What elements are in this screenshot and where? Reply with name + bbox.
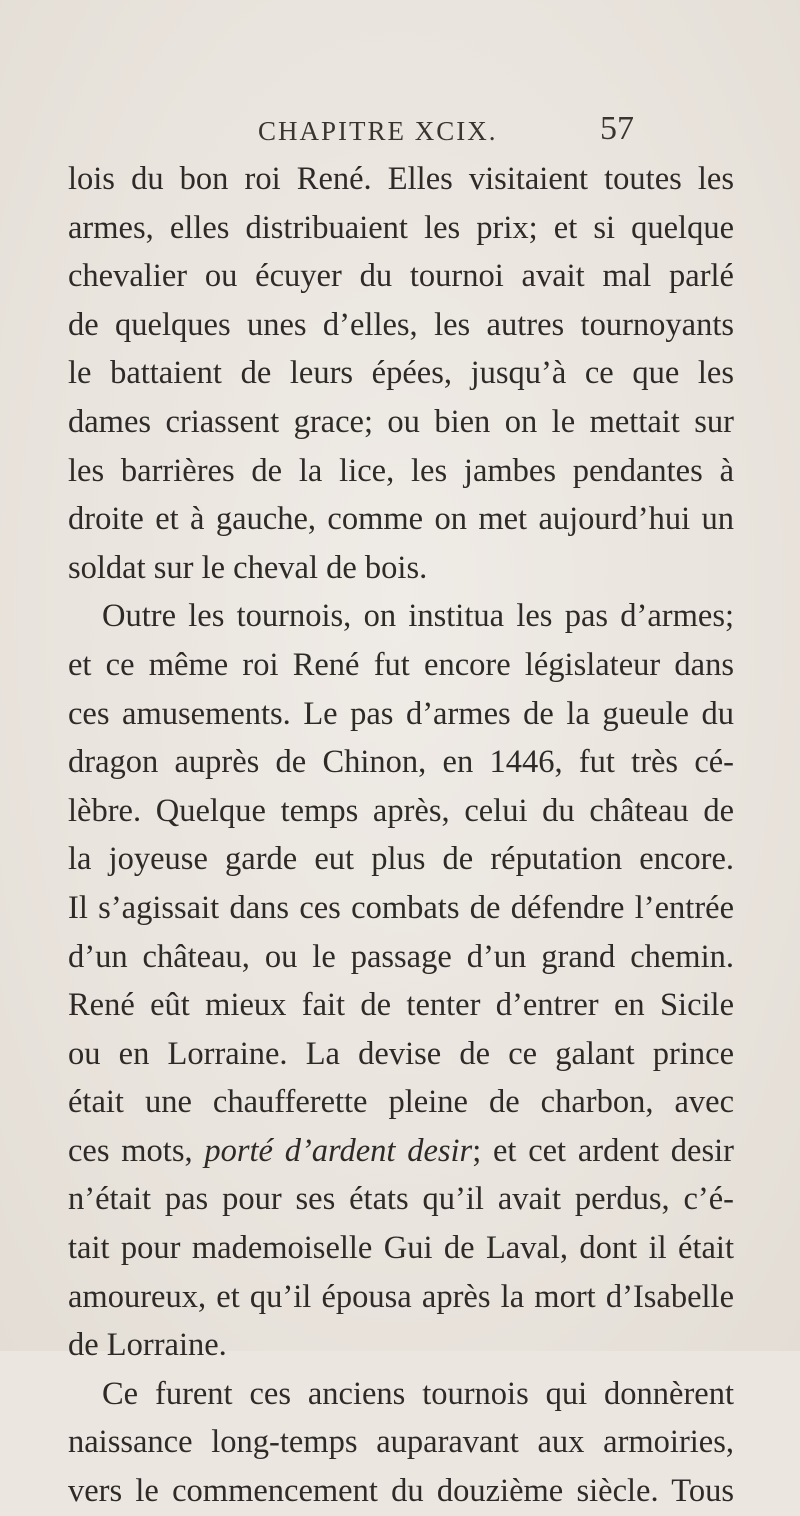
text-line: Outre les tournois, on institua les pas d’armes; (102, 598, 734, 635)
text-line: tait pour mademoiselle Gui de Laval, dont il était (68, 1230, 734, 1267)
text-line: dames criassent grace; ou bien on le mettait sur (68, 403, 734, 440)
text-line: le battaient de leurs épées, jusqu’à ce que les (68, 355, 734, 392)
body-text (68, 155, 734, 1516)
text-line: de quelques unes d’elles, les autres tournoyants (68, 306, 734, 343)
text-line: d’un château, ou le passage d’un grand chemin. (68, 938, 734, 975)
page-number: 57 (600, 110, 634, 147)
page-header (0, 110, 800, 156)
text-line: lèbre. Quelque temps après, celui du château de (68, 792, 734, 829)
text-line: Ce furent ces anciens tournois qui donnèrent (102, 1375, 734, 1412)
text-line: lois du bon roi René. Elles visitaient toutes les (68, 161, 734, 197)
text-line-mixed (68, 1127, 734, 1176)
text-line: de Lorraine. (68, 1327, 227, 1364)
text-run: ; et cet ardent desir (472, 1132, 734, 1169)
text-line: vers le commencement du douzième siècle. Tous (68, 1473, 734, 1510)
text-line: soldat sur le cheval de bois. (68, 549, 428, 586)
text-line: armes, elles distribuaient les prix; et si quelque (68, 209, 734, 246)
text-line: ces amusements. Le pas d’armes de la gueule du (68, 695, 734, 732)
text-line: dragon auprès de Chinon, en 1446, fut très cé- (68, 744, 734, 781)
text-line: Il s’agissait dans ces combats de défendre l’entrée (68, 889, 734, 926)
text-run: ces mots, (68, 1132, 205, 1169)
text-line: et ce même roi René fut encore législateur dans (68, 646, 734, 683)
text-line: amoureux, et qu’il épousa après la mort d’Isabelle (68, 1278, 734, 1315)
text-line: naissance long-temps auparavant aux armoiries, (68, 1424, 734, 1461)
text-line: était une chaufferette pleine de charbon, avec (68, 1084, 734, 1121)
text-line: René eût mieux fait de tenter d’entrer en Sicile (68, 987, 734, 1024)
text-line: la joyeuse garde eut plus de réputation encore. (68, 841, 734, 878)
text-line: ou en Lorraine. La devise de ce galant prince (68, 1035, 734, 1072)
text-line: les barrières de la lice, les jambes pendantes à (68, 452, 734, 489)
text-line: chevalier ou écuyer du tournoi avait mal parlé (68, 258, 734, 295)
italic-device-motto: porté d’ardent desir (204, 1132, 473, 1169)
text-line: n’était pas pour ses états qu’il avait perdus, c’é- (68, 1181, 734, 1218)
text-line: droite et à gauche, comme on met aujourd’hui un (68, 501, 734, 538)
running-title: CHAPITRE XCIX. (258, 116, 498, 146)
